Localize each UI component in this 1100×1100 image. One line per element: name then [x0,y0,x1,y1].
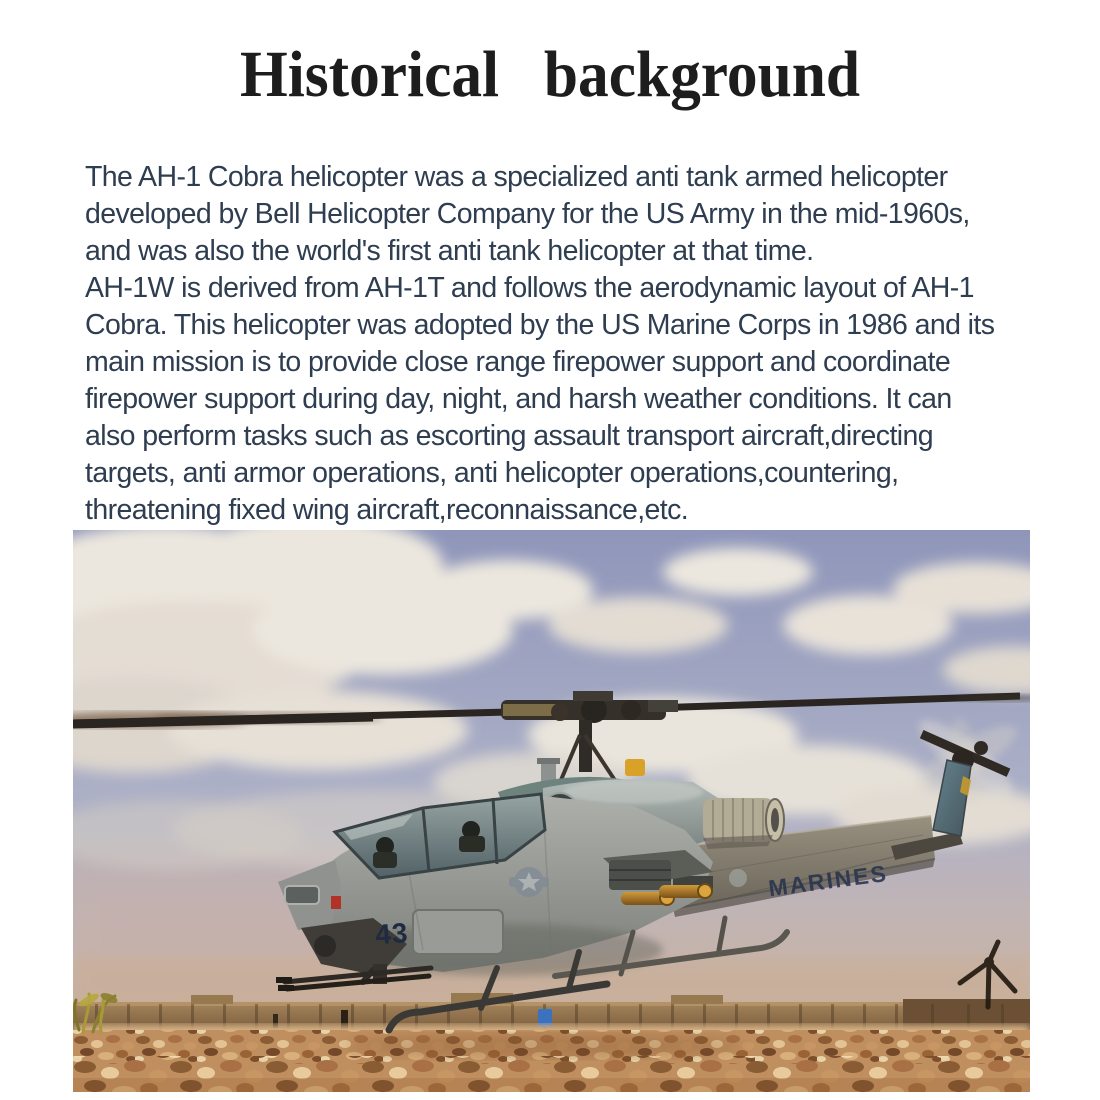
tail-marking: MARINES [766,859,890,902]
paragraph-2 [85,270,1055,529]
text-line: The AH-1 Cobra helicopter was a specialized anti tank armed helicopter [85,161,948,193]
text-line: Cobra. This helicopter was adopted by the US Marine Corps in 1986 and its [85,309,995,341]
body-text [85,159,1055,529]
rocky-ground [73,1025,1030,1092]
paragraph-1 [85,159,1055,270]
text-line: developed by Bell Helicopter Company for the US Army in the mid-1960s, [85,198,970,230]
red-marking [331,896,341,909]
engine-cover [625,759,645,776]
page-title: Historical background [239,38,861,111]
text-line: AH-1W is derived from AH-1T and follows the aerodynamic layout of AH-1 [85,272,974,304]
text-line: main mission is to provide close range firepower support and coordinate [85,346,951,378]
text-line: threatening fixed wing aircraft,reconnaissance,etc. [85,494,689,526]
blue-barrel [538,1009,552,1027]
text-line: targets, anti armor operations, anti helicopter operations,countering, [85,457,899,489]
antenna-post [541,762,556,782]
text-line: and was also the world's first anti tank helicopter at that time. [85,235,814,267]
helicopter-photo-svg [73,530,1030,1092]
text-line: firepower support during day, night, and harsh weather conditions. It can [85,383,952,415]
text-line: also perform tasks such as escorting assault transport aircraft,directing [85,420,933,452]
helicopter-photo [73,530,1030,1092]
nose-number: 43 [374,916,410,951]
